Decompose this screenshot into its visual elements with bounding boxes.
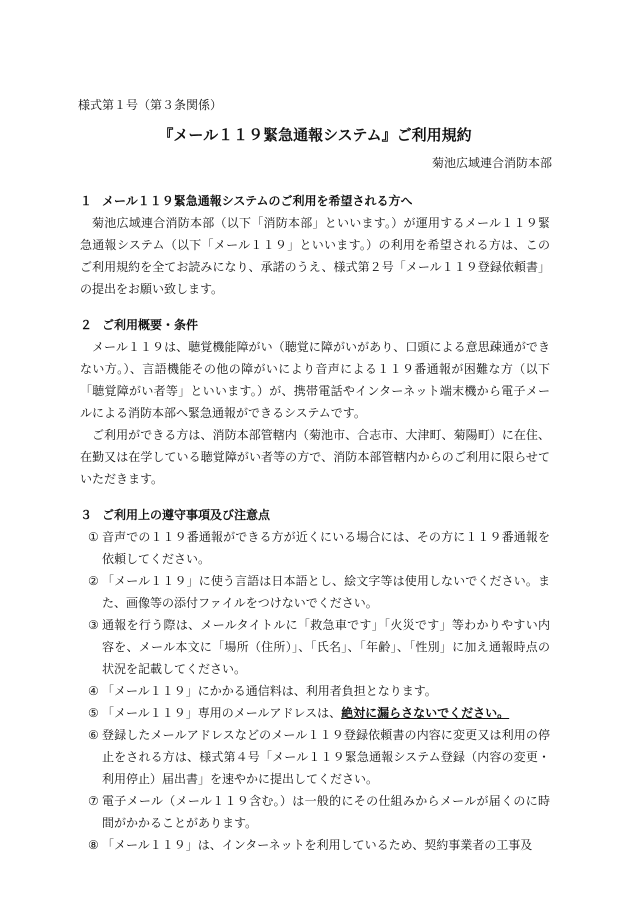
item-text: 電子メール（メール１１９含む。）は一般的にその仕組みからメールが届くのに時間がかかることがあります。 xyxy=(102,794,550,830)
list-item xyxy=(80,614,550,680)
section-2 xyxy=(80,314,550,490)
form-label: 様式第１号（第３条関係） xyxy=(78,98,223,112)
item-text: 音声での１１９番通報ができる方が近くにいる場合には、その方に１１９番通報を依頼してください。 xyxy=(102,530,550,566)
section-title: ご利用概要・条件 xyxy=(102,318,199,332)
list-item xyxy=(80,570,550,614)
section-1 xyxy=(80,190,550,300)
organization-name: 菊池広域連合消防本部 xyxy=(431,156,552,170)
item-marker: ② xyxy=(88,574,99,588)
paragraph: 菊池広域連合消防本部（以下「消防本部」といいます。）が運用するメール１１９緊急通報システム（以下「メール１１９」といいます。）の利用を希望される方は、このご利用規約を全てお読みになり、承諾のうえ、様式第２号「メール１１９登録依頼書」の提出をお願い致します。 xyxy=(80,216,550,296)
page-title: 『メール１１９緊急通報システム』ご利用規約 xyxy=(158,126,472,144)
list-item xyxy=(80,680,550,702)
item-text: 「メール１１９」にかかる通信料は、利用者負担となります。 xyxy=(102,684,437,698)
item-text: 「メール１１９」専用のメールアドレスは、 xyxy=(102,706,342,720)
item-marker: ① xyxy=(88,530,99,544)
item-marker: ④ xyxy=(88,684,99,698)
list-item xyxy=(80,834,550,856)
item-marker: ⑦ xyxy=(88,794,99,808)
item-text: 登録したメールアドレスなどのメール１１９登録依頼書の内容に変更又は利用の停止をされる方は、様式第４号「メール１１９緊急通報システム登録（内容の変更・利用停止）届出書」を速やかに提出してください。 xyxy=(102,728,550,786)
item-marker: ③ xyxy=(88,618,99,632)
emphasis-warning: 絶対に漏らさないでください。 xyxy=(341,706,510,720)
section-heading xyxy=(80,504,550,526)
item-text: 「メール１１９」に使う言語は日本語とし、絵文字等は使用しないでください。また、画像等の添付ファイルをつけないでください。 xyxy=(102,574,550,610)
paragraph: メール１１９は、聴覚機能障がい（聴覚に障がいがあり、口頭による意思疎通ができない方。）、言語機能その他の障がいにより音声による１１９番通報が困難な方（以下「聴覚障がい者等」といいます。）が、携帯電話やインターネット端末機から電子メールによる消防本部へ緊急通報ができるシステムです。 xyxy=(80,340,550,420)
section-number: １ xyxy=(80,194,93,208)
section-number: ２ xyxy=(80,318,93,332)
item-marker: ⑧ xyxy=(88,838,99,852)
list-item xyxy=(80,724,550,790)
item-marker: ⑤ xyxy=(88,706,99,720)
section-3 xyxy=(80,504,550,856)
section-title: メール１１９緊急通報システムのご利用を希望される方へ xyxy=(102,194,413,208)
list-item xyxy=(80,790,550,834)
section-heading xyxy=(80,314,550,336)
item-text: 通報を行う際は、メールタイトルに「救急車です」「火災です」等わかりやすい内容を、メール本文に「場所（住所）」、「氏名」、「年齢」、「性別」に加え通報時点の状況を記載してください。 xyxy=(102,618,550,676)
section-heading xyxy=(80,190,550,212)
section-title: ご利用上の遵守事項及び注意点 xyxy=(102,508,271,522)
section-number: ３ xyxy=(80,508,93,522)
list-item xyxy=(80,526,550,570)
terms-content xyxy=(80,190,550,856)
list-item xyxy=(80,702,550,724)
item-marker: ⑥ xyxy=(88,728,99,742)
paragraph: ご利用ができる方は、消防本部管轄内（菊池市、合志市、大津町、菊陽町）に在住、在勤又は在学している聴覚障がい者等の方で、消防本部管轄内からのご利用に限らせていただきます。 xyxy=(80,428,550,486)
item-text: 「メール１１９」は、インターネットを利用しているため、契約事業者の工事及 xyxy=(102,838,533,852)
